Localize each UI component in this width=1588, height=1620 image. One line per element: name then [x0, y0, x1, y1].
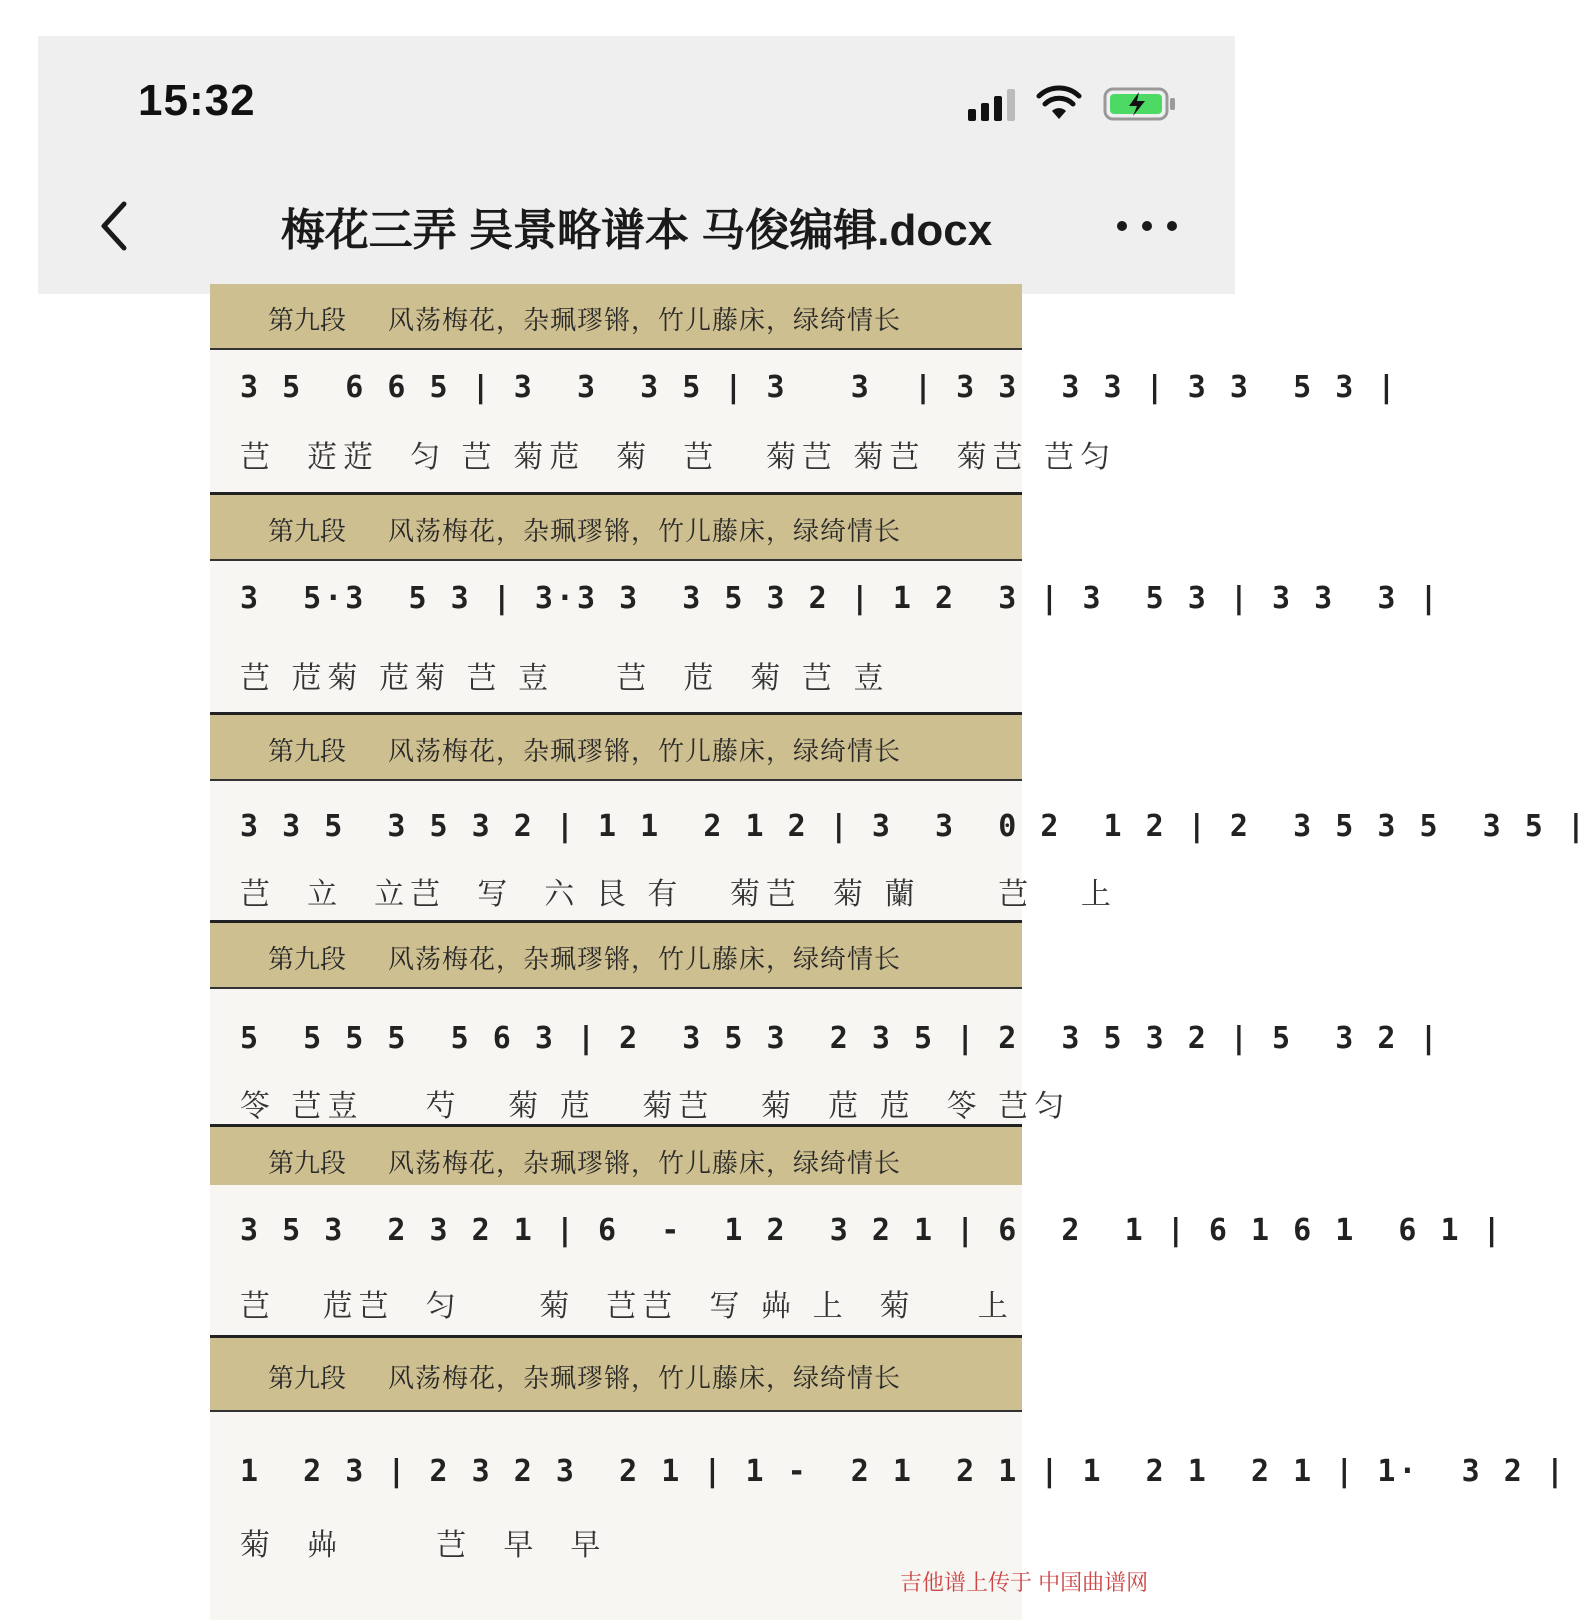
section-header: [210, 923, 1022, 989]
section-header: [210, 1127, 1022, 1193]
section-subtitle: 风荡梅花，杂珮璆锵，竹儿藤床，绿绮情长: [388, 737, 902, 767]
nav-bar: [38, 186, 1235, 266]
section-subtitle: 风荡梅花，杂珮璆锵，竹儿藤床，绿绮情长: [388, 1364, 902, 1394]
section-subtitle: 风荡梅花，杂珮璆锵，竹儿藤床，绿绮情长: [388, 945, 902, 975]
watermark-text: 吉他谱上传于 中国曲谱网: [900, 1570, 1149, 1595]
chevron-left-icon: [90, 198, 146, 254]
phone-screen: [38, 36, 1588, 1620]
more-options-button[interactable]: [1117, 206, 1177, 246]
staff-row: [210, 350, 1399, 495]
top-bar: [38, 36, 1235, 294]
staff-row: [210, 561, 1441, 715]
section-label: 第九段: [268, 737, 347, 767]
section-label: 第九段: [268, 945, 347, 975]
section-header: [210, 1338, 1022, 1412]
note-line: 5 5 5 5 5 6 3 | 2 3 5 3 2 3 5 | 2 3 5 3 2 | 5 3 2 |: [240, 1021, 1441, 1056]
section-label: 第九段: [268, 1364, 347, 1394]
section-header: [210, 495, 1022, 561]
staff-row: [210, 1185, 1504, 1338]
section-header: [210, 715, 1022, 781]
note-line: 3 3 5 3 5 3 2 | 1 1 2 1 2 | 3 3 0 2 1 2 | 2 3 5 3 5 3 5 |: [240, 809, 1588, 844]
tablature-line: 芑 立 立芑 写 六 艮 有 菊芑 菊 蘭 芑 上: [240, 877, 1117, 912]
section-header: [210, 284, 1022, 350]
section-label: 第九段: [268, 306, 347, 336]
back-button[interactable]: [90, 198, 146, 254]
section-label: 第九段: [268, 517, 347, 547]
battery-charging-icon: [1103, 86, 1177, 122]
note-line: 1 2 3 | 2 3 2 3 2 1 | 1 - 2 1 2 1 | 1 2 1 2 1 | 1· 3 2 |: [240, 1454, 1567, 1489]
more-horizontal-icon: [1117, 221, 1127, 231]
status-time: 15:32: [138, 76, 256, 125]
section-subtitle: 风荡梅花，杂珮璆锵，竹儿藤床，绿绮情长: [388, 306, 902, 336]
section-label: 第九段: [268, 1149, 347, 1179]
note-line: 3 5·3 5 3 | 3·3 3 3 5 3 2 | 1 2 3 | 3 5 3 | 3 3 3 |: [240, 581, 1441, 616]
section-subtitle: 风荡梅花，杂珮璆锵，竹儿藤床，绿绮情长: [388, 517, 902, 547]
note-line: 3 5 6 6 5 | 3 3 3 5 | 3 3 | 3 3 3 3 | 3 3 5 3 |: [240, 370, 1399, 405]
tablature-line: 芑 苊菊 苊菊 芑 壴 芑 苊 菊 芑 壴: [240, 661, 890, 696]
watermark: [900, 1552, 1200, 1595]
tablature-line: 笭 芑壴 芍 菊 苊 菊芑 菊 苊 苊 笭 芑匀: [240, 1089, 1071, 1124]
tablature-line: 菊 芔 芑 早 早: [240, 1528, 607, 1563]
status-icons: [968, 84, 1177, 124]
section-subtitle: 风荡梅花，杂珮璆锵，竹儿藤床，绿绮情长: [388, 1149, 902, 1179]
cellular-signal-icon: [968, 87, 1015, 121]
tablature-line: 芑 苊芑 匀 菊 芑芑 写 芔 上 菊 上: [240, 1289, 1014, 1324]
note-line: 3 5 3 2 3 2 1 | 6 - 1 2 3 2 1 | 6 2 1 | 6 1 6 1 6 1 |: [240, 1213, 1504, 1248]
document-title: 梅花三弄 吴景略谱本 马俊编辑.docx: [280, 206, 993, 255]
tablature-line: 芑 菦菦 匀 芑 菊苊 菊 芑 菊芑 菊芑 菊芑 芑匀: [240, 440, 1117, 475]
wifi-icon: [1037, 87, 1081, 121]
staff-row: [210, 781, 1588, 923]
staff-row: [210, 989, 1441, 1127]
